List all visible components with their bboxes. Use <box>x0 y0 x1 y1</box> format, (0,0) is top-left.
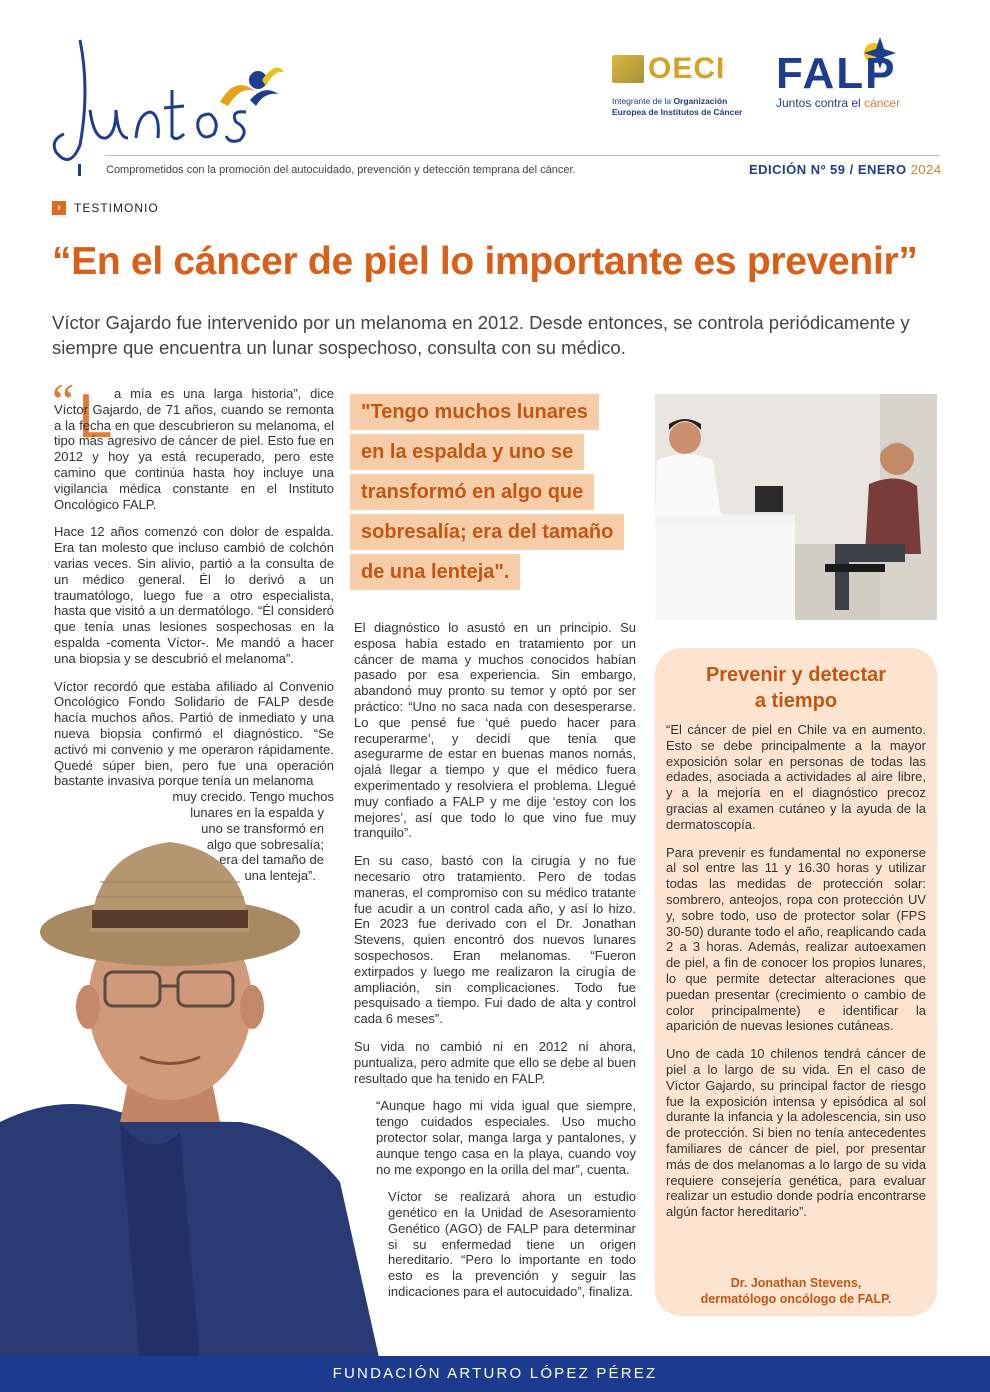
sidebar-signature: Dr. Jonathan Stevens, dermatólogo oncólogo de FALP. <box>700 1276 892 1306</box>
section-label: › TESTIMONIO <box>52 201 159 215</box>
portrait-photo <box>0 822 420 1362</box>
paragraph: El diagnóstico lo asustó en un principio. Su esposa había estado en tratamiento por un cáncer de mama y muchos conocidos habían pasado por esa experiencia. Sin embargo, abandonó muy pronto su temor y optó por ser práctico: “Uno no saca nada con desesperarse. Lo que pensé fue ‘qué puedo hacer para recuperarme’, y decidí que tenía que asegurarme de estar en buenas manos nomás, ojalá llegar a tiempo y que el médico fuera experimentado y resolviera el problema. Llegué muy confiado a FALP y me dije ‘estoy con los mejores’, así que todo lo que vino fue muy tranquilo”. <box>354 620 636 841</box>
oeci-caption: Integrante de la Organización Europea de Institutos de Cáncer <box>612 96 743 117</box>
pull-quote: "Tengo muchos lunares en la espalda y uno se transformó en algo que sobresalía; era del tamaño de una lenteja". <box>350 394 650 594</box>
paragraph: “Aunque hago mi vida igual que siempre, tengo cuidados especiales. Uso mucho protector solar, manga larga y pantalones, y aunque tengo casa en la playa, cuando voy no me expongo en la orilla del mar”, cuenta. <box>376 1098 636 1177</box>
footer-bar: FUNDACIÓN ARTURO LÓPEZ PÉREZ <box>0 1356 990 1392</box>
consultation-photo <box>655 394 937 620</box>
oeci-logo <box>612 52 752 118</box>
paragraph: Víctor recordó que estaba afiliado al Convenio Oncológico Fondo Solidario de FALP desde hacía muchos años. Partió de inmediato y una nueva biopsia confirmó el diagnóstico. “Se activó mi convenio y me operaron rápidamente. Quedé súper bien, pero fue una operación bastante invasiva porque tenía un melanoma <box>54 678 334 789</box>
juntos-logo-graphic <box>50 30 300 180</box>
paragraph: a mía es una larga historia”, dice Víctor Gajardo, de 71 años, cuando se remonta a la fecha en que descubrieron su melanoma, el tipo más agresivo de cáncer de piel. Esto fue en 2012 y hoy ya está recuperado, pero este camino que continúa hasta hoy incluye una vigilancia médica constante en el Instituto Oncológico FALP. <box>54 386 334 512</box>
header-divider <box>105 155 940 156</box>
headline: “En el cáncer de piel lo importante es prevenir” <box>52 240 918 283</box>
oeci-name: OECI <box>648 52 726 85</box>
edition-label: EDICIÓN Nº 59 / ENERO 2024 <box>749 162 942 177</box>
paragraph: Uno de cada 10 chilenos tendrá cáncer de piel a lo largo de su vida. En el caso de Víctor Gajardo, su principal factor de riesgo fue la exposición intensa y episódica al sol durante la infancia y la adolescencia, sin uso de protección. Si bien no tenía antecedentes familiares de cáncer de piel, por presentar más de dos melanomas a lo largo de su vida requiere consejería genética, para evaluar realizar un estudio donde podría encontrarse algún factor hereditario”. <box>666 1046 926 1220</box>
chevron-right-icon: › <box>52 201 66 215</box>
paragraph: Su vida no cambió ni en 2012 ni ahora, puntualiza, pero admite que ello se debe al buen resultado que ha tenido en FALP. <box>354 1038 636 1086</box>
paragraph: Hace 12 años comenzó con dolor de espalda. Era tan molesto que incluso cambió de colchón varias veces. Sin alivio, partió a la consulta de un médico general. Él lo derivó a un traumatólogo, luego fue a otro especialista, hasta que visitó a un dermatólogo. “Él consideró que tenía unas lesiones sospechosas en la espalda -comenta Víctor-. Me mandó a hacer una biopsia y se descubrió el melanoma”. <box>54 524 334 666</box>
juntos-logo <box>50 30 300 180</box>
falp-logo <box>776 34 941 110</box>
paragraph: “El cáncer de piel en Chile va en aumento. Esto se debe principalmente a la mayor exposición solar en personas de todas las edades, asociada a actividades al aire libre, y a la mejoría en el diagnóstico precoz gracias al examen cutáneo y la ayuda de la dermatoscopía. <box>666 722 926 832</box>
oeci-flag-icon <box>612 55 644 83</box>
open-quote-mark: “ <box>52 373 75 429</box>
falp-name: FALP <box>776 49 897 98</box>
lede: Víctor Gajardo fue intervenido por un melanoma en 2012. Desde entonces, se controla periódicamente y siempre que encuentra un lunar sospechoso, consulta con su médico. <box>52 312 910 358</box>
dropcap: L <box>78 382 113 451</box>
paragraph: En su caso, bastó con la cirugía y no fue necesario otro tratamiento. Pero de todas maneras, el compromiso con su médico tratante fue acudir a un control cada año, y así lo hizo. En 2023 fue derivado con el Dr. Jonathan Stevens, quien encontró dos nuevos lunares sospechosos. Eran melanomas. “Fueron extirpados y luego me realizaron la cirugía de ampliación, sin complicaciones. Todo fue pesquisado a tiempo. Fui dado de alta y control cada 6 meses”. <box>354 853 636 1027</box>
paragraph-tail: muy crecido. Tengo muchos lunares en la espalda y uno se transformó en algo que sobresalía; era del tamaño de una lenteja”. <box>172 789 334 884</box>
falp-tagline: Juntos contra el cáncer <box>776 96 901 110</box>
tagline: Comprometidos con la promoción del autocuidado, prevención y detección temprana del cáncer. <box>106 164 576 176</box>
paragraph: Para prevenir es fundamental no exponerse al sol entre las 11 y 16.30 horas y utilizar todas las medidas de protección solar: sombrero, anteojos, ropa con protección UV y, sobre todo, uso de protector solar (FPS 30-50) durante todo el año, reaplicando cada 2 a 3 horas. Además, realizar autoexamen de piel, a fin de conocer los propios lunares, lo que permite detectar alteraciones que puedan presentar (crecimiento o cambio de color principalmente) e identificar la aparición de nuevas lesiones cutáneas. <box>666 844 926 1034</box>
sidebar-title: Prevenir y detectar a tiempo <box>705 664 887 712</box>
paragraph: Víctor se realizará ahora un estudio genético en la Unidad de Asesoramiento Genético (AGO) de FALP para determinar si su enfermedad tiene un origen hereditario. “Pero lo importante en todo esto es la prevención y seguir las indicaciones para el autocuidado”, finaliza. <box>388 1189 636 1300</box>
article-column-1 <box>54 382 334 884</box>
sidebar-text <box>666 722 926 1232</box>
